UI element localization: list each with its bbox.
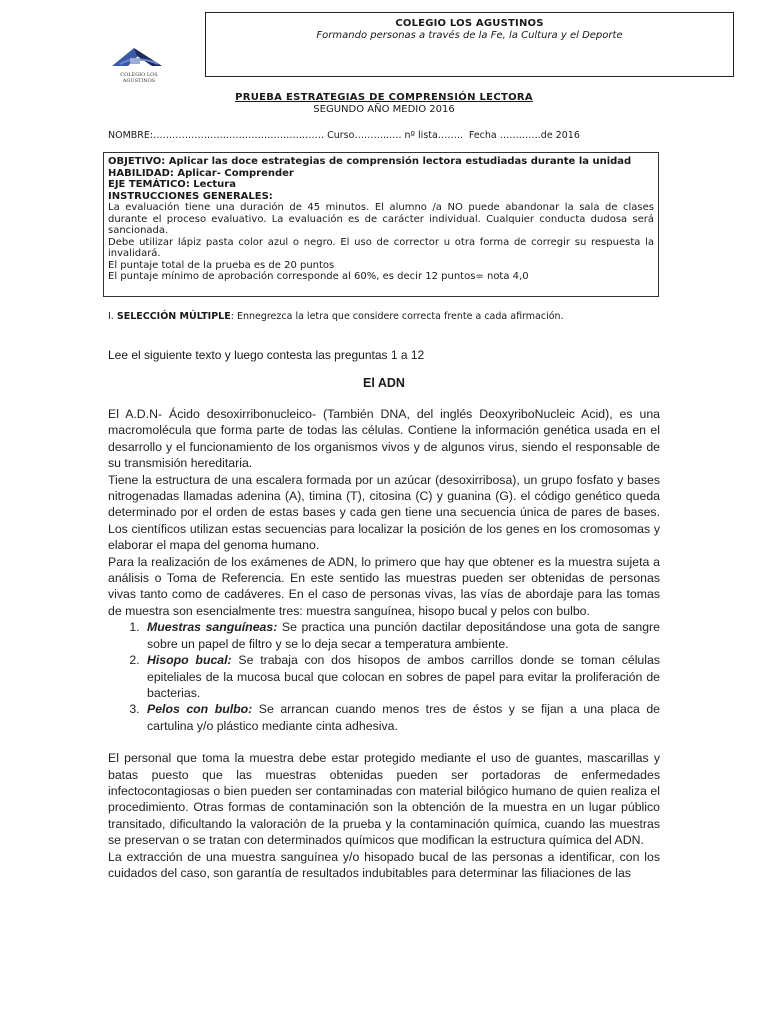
list-item-text: Se practica una punción dactilar depositándose una gota de sangre sobre un papel de filtro y se lo deja secar a temperatura ambiente. (147, 620, 660, 651)
student-info-line: NOMBRE:……………………………………………… Curso………..…. nº lista…….. Fecha ………….de 2016 (108, 130, 580, 141)
section-name: SELECCIÓN MÚLTIPLE (116, 311, 231, 322)
skill: HABILIDAD: Aplicar- Comprender (108, 167, 294, 179)
school-header-box (205, 12, 734, 77)
section-heading (108, 311, 564, 322)
test-subtitle: SEGUNDO AÑO MEDIO 2016 (313, 104, 455, 115)
sample-types-list (108, 619, 660, 734)
paragraph-4: El personal que toma la muestra debe estar protegido mediante el uso de guantes, mascarillas y batas puesto que las muestras obtenidas pueden ser portadoras de enfermedades infectocontagiosas o bien pueden ser contaminadas con material bilógico humano de quien realiza el procedimiento. Otras formas de contaminación son la obtención de la muestra en un lugar público transitado, dificultando la valoración de la prueba y la contaminación química, cuando las muestras se preservan o se tratan con determinados químicos que modifican la estructura química del ADN. (108, 751, 660, 848)
instruction-total-score: El puntaje total de la prueba es de 20 puntos (108, 259, 335, 271)
instructions-box (103, 152, 659, 297)
logo-caption: COLEGIO LOS AGUSTINOS (120, 72, 158, 84)
instructions-heading: INSTRUCCIONES GENERALES: (108, 190, 273, 202)
instruction-passing-score: El puntaje mínimo de aprobación corresponde al 60%, es decir 12 puntos= nota 4,0 (108, 271, 529, 282)
list-item-text: Se trabaja con dos hisopos de ambos carrillos donde se toman células epiteliales de la mucosa bucal que colocan en sobres de papel para evitar la proliferación de bacterias. (147, 653, 660, 700)
school-name: COLEGIO LOS AGUSTINOS (395, 18, 544, 29)
paragraph-5: La extracción de una muestra sanguínea y/o hisopado bucal de las personas a identificar, con los cuidados del caso, son garantía de resultados indubitables para determinar las filiaciones de las (108, 849, 660, 880)
objective: OBJETIVO: Aplicar las doce estrategias de comprensión lectora estudiadas durante la unidad (108, 156, 632, 167)
paragraph-1: El A.D.N- Ácido desoxirribonucleico- (También DNA, del inglés DeoxyriboNucleic Acid), es una macromolécula que forma parte de todas las células. Contiene la información genética usada en el desarrollo y el funcionamiento de los organismos vivos y de algunos virus, siendo el responsable de su transmisión hereditaria. (108, 407, 660, 471)
instruction-pen: Debe utilizar lápiz pasta color azul o negro. El uso de corrector u otra forma de corregir su respuesta la invalidará. (108, 236, 654, 259)
reading-intro: Lee el siguiente texto y luego contesta las preguntas 1 a 12 (108, 348, 425, 362)
section-instruction: : Ennegrezca la letra que considere correcta frente a cada afirmación. (230, 311, 564, 322)
list-item-term: Hisopo bucal: (147, 653, 232, 668)
list-item-term: Muestras sanguíneas: (147, 620, 278, 635)
list-item (143, 619, 660, 652)
list-item (143, 701, 660, 734)
reading-title: El ADN (363, 376, 405, 390)
section-number: I. (108, 311, 114, 322)
list-item-term: Pelos con bulbo: (147, 702, 253, 717)
list-item (143, 652, 660, 701)
list-item-text: Se arrancan cuando menos tres de éstos y se fijan a una placa de cartulina y/o plástico mediante cinta adhesiva. (147, 702, 660, 733)
school-motto: Formando personas a través de la Fe, la Cultura y el Deporte (316, 30, 623, 41)
reading-body (108, 406, 660, 881)
test-title: PRUEBA ESTRATEGIAS DE COMPRENSIÓN LECTORA (235, 92, 533, 103)
paragraph-2: Tiene la estructura de una escalera formada por un azúcar (desoxirribosa), un grupo fosfato y bases nitrogenadas llamadas adenina (A), timina (T), citosina (C) y guanina (G). el código genético queda determinado por el orden de estas bases y cada gen tiene una secuencia única de pares de bases. Los científicos utilizan estas secuencias para localizar la posición de los genes en los cromosomas y elaborar el mapa del genoma humano. (108, 472, 660, 553)
paragraph-3: Para la realización de los exámenes de ADN, lo primero que hay que obtener es la muestra sujeta a análisis o Toma de Referencia. En este sentido las muestras pueden ser obtenidas de personas vivas tanto como de cadáveres. En el caso de personas vivas, las vías de abordaje para las tomas de muestra son esencialmente tres: muestra sanguínea, hisopo bucal y pelos con bulbo. (108, 554, 660, 618)
instruction-duration: La evaluación tiene una duración de 45 minutos. El alumno /a NO puede abandonar la sala de clases durante el proceso evaluativo. La evaluación es de carácter individual. Cualquier conducta dudosa será sancionada. (108, 202, 654, 236)
thematic-axis: EJE TEMÁTICO: Lectura (108, 179, 236, 190)
